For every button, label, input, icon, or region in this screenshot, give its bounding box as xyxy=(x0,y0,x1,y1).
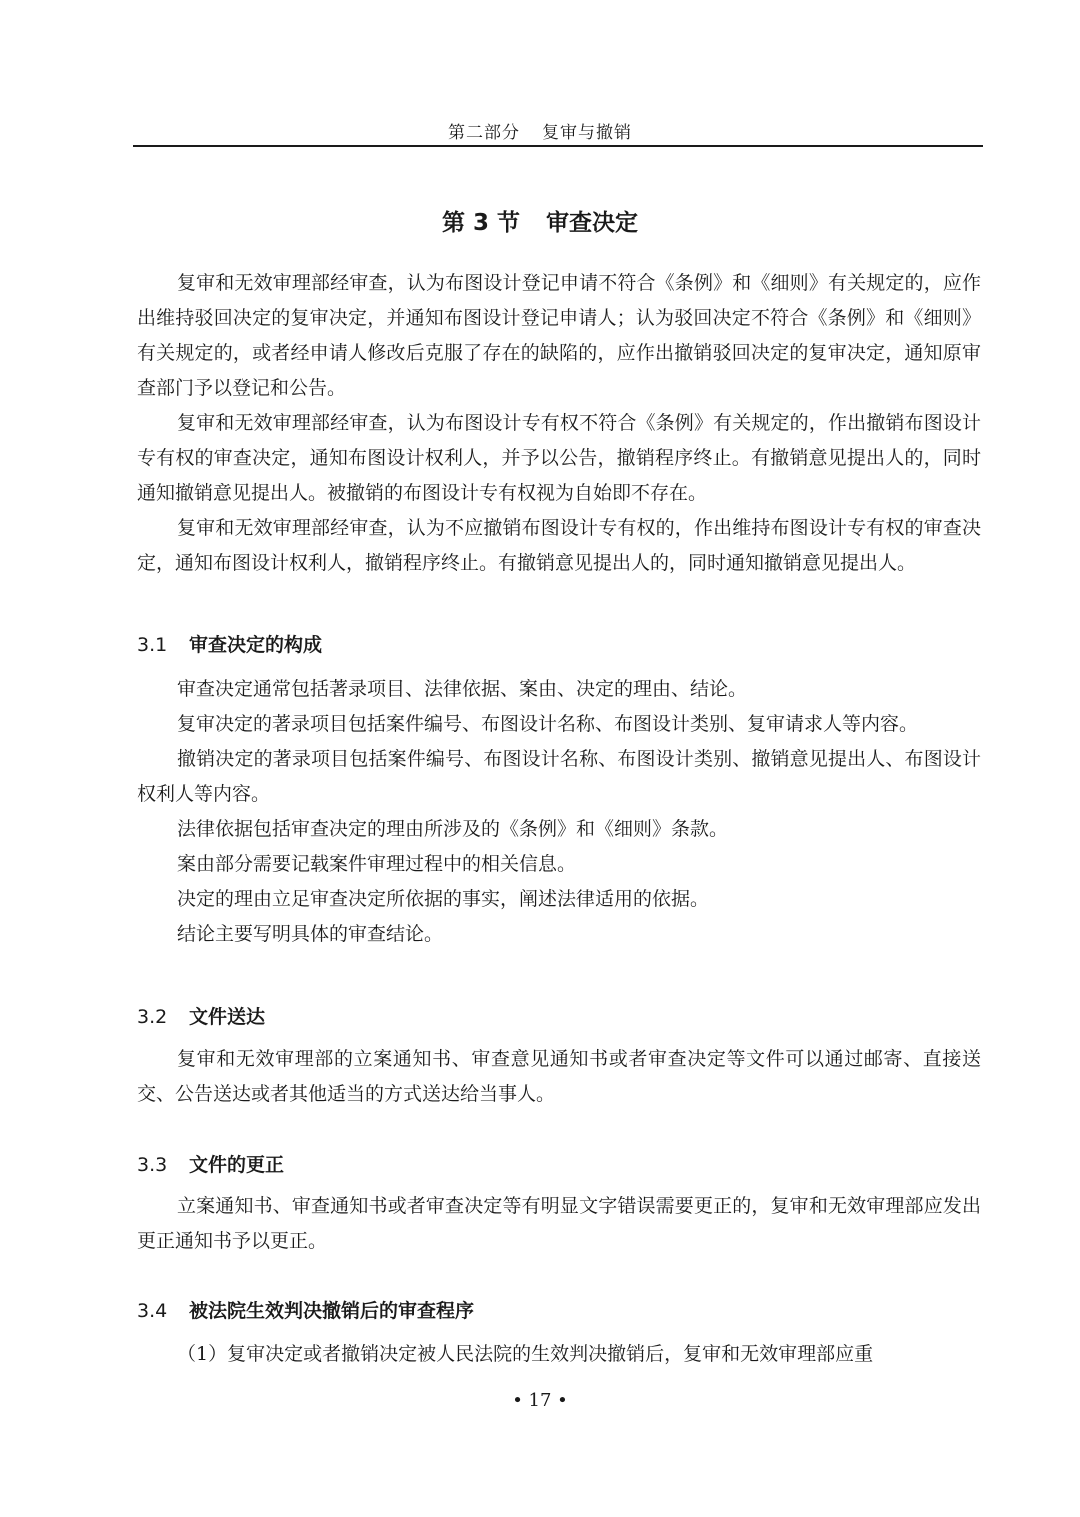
paragraph: 法律依据包括审查决定的理由所涉及的《条例》和《细则》条款。 xyxy=(177,818,729,840)
subsection-3-2-body xyxy=(137,1042,981,1112)
subsection-heading-3-3 xyxy=(137,1150,284,1177)
subsection-title: 文件的更正 xyxy=(189,1154,285,1176)
subsection-heading-3-4 xyxy=(137,1296,474,1323)
paragraph: 复审和无效审理部的立案通知书、审查意见通知书或者审查决定等文件可以通过邮寄、直接送交、公告送达或者其他适当的方式送达给当事人。 xyxy=(137,1048,981,1105)
running-header-part: 第二部分 xyxy=(448,123,520,143)
subsection-3-3-body xyxy=(137,1189,981,1259)
subsection-3-1-body xyxy=(137,672,981,952)
paragraph: 复审和无效审理部经审查，认为布图设计专有权不符合《条例》有关规定的，作出撤销布图设计专有权的审查决定，通知布图设计权利人，并予以公告，撤销程序终止。有撤销意见提出人的，同时通知撤销意见提出人。被撤销的布图设计专有权视为自始即不存在。 xyxy=(137,412,981,504)
subsection-number: 3.1 xyxy=(137,634,168,656)
section-name: 审查决定 xyxy=(546,210,639,236)
subsection-title: 审查决定的构成 xyxy=(189,634,323,656)
paragraph: 复审和无效审理部经审查，认为布图设计登记申请不符合《条例》和《细则》有关规定的，应作出维持驳回决定的复审决定，并通知布图设计登记申请人；认为驳回决定不符合《条例》和《细则》有关规定的，或者经申请人修改后克服了存在的缺陷的，应作出撤销驳回决定的复审决定，通知原审查部门予以登记和公告。 xyxy=(137,272,981,399)
subsection-heading-3-1 xyxy=(137,630,322,657)
intro-block xyxy=(137,266,981,581)
paragraph: 复审决定的著录项目包括案件编号、布图设计名称、布图设计类别、复审请求人等内容。 xyxy=(177,713,919,735)
paragraph: 审查决定通常包括著录项目、法律依据、案由、决定的理由、结论。 xyxy=(177,678,748,700)
paragraph: 撤销决定的著录项目包括案件编号、布图设计名称、布图设计类别、撤销意见提出人、布图设计权利人等内容。 xyxy=(137,748,981,805)
paragraph: 结论主要写明具体的审查结论。 xyxy=(177,923,444,945)
running-header xyxy=(0,118,1080,143)
header-divider xyxy=(133,145,983,147)
paragraph: 复审和无效审理部经审查，认为不应撤销布图设计专有权的，作出维持布图设计专有权的审查决定，通知布图设计权利人，撤销程序终止。有撤销意见提出人的，同时通知撤销意见提出人。 xyxy=(137,517,981,574)
paragraph: 案由部分需要记载案件审理过程中的相关信息。 xyxy=(177,853,577,875)
section-number: 第 3 节 xyxy=(441,210,521,236)
subsection-3-4-body xyxy=(137,1337,981,1372)
subsection-heading-3-2 xyxy=(137,1002,265,1029)
subsection-number: 3.3 xyxy=(137,1154,168,1176)
subsection-number: 3.4 xyxy=(137,1300,168,1322)
subsection-number: 3.2 xyxy=(137,1006,168,1028)
running-header-title: 复审与撤销 xyxy=(542,123,632,143)
paragraph: 决定的理由立足审查决定所依据的事实，阐述法律适用的依据。 xyxy=(177,888,710,910)
page-number: • 17 • xyxy=(512,1390,568,1411)
subsection-title: 文件送达 xyxy=(189,1006,266,1028)
paragraph: 立案通知书、审查通知书或者审查决定等有明显文字错误需要更正的，复审和无效审理部应发出更正通知书予以更正。 xyxy=(137,1195,981,1252)
subsection-title: 被法院生效判决撤销后的审查程序 xyxy=(189,1300,475,1322)
section-title xyxy=(0,204,1080,237)
paragraph: （1）复审决定或者撤销决定被人民法院的生效判决撤销后，复审和无效审理部应重 xyxy=(177,1343,874,1365)
